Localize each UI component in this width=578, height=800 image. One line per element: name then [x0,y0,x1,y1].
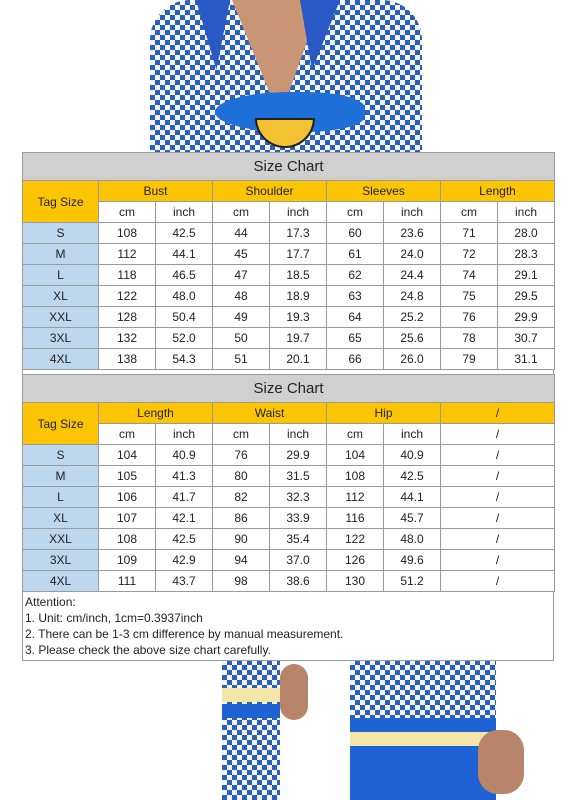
attention-line: 3. Please check the above size chart carefully. [25,643,271,657]
table-row [23,508,555,529]
tag-size-header: Tag Size [23,403,99,445]
measure-cell: 122 [99,286,156,307]
measure-cell: 35.4 [270,529,327,550]
measure-cell: 23.6 [384,223,441,244]
table-row [23,529,555,550]
hem-stripe [350,746,496,800]
measure-cell: 51 [213,349,270,370]
group-header-sleeves: Sleeves [327,181,441,202]
unit-header: / [441,424,555,445]
measure-cell: 25.6 [384,328,441,349]
measure-cell: 76 [213,445,270,466]
measure-cell: 29.5 [498,286,555,307]
group-header-length: Length [441,181,555,202]
group-header-shoulder: Shoulder [213,181,327,202]
table-row [23,445,555,466]
measure-cell: 63 [327,286,384,307]
measure-cell: 79 [441,349,498,370]
measure-cell: / [441,466,555,487]
measure-cell: / [441,445,555,466]
measure-cell: 138 [99,349,156,370]
size-label: XXL [23,529,99,550]
measure-cell: 75 [441,286,498,307]
size-label: L [23,265,99,286]
attention-heading: Attention: [25,595,76,609]
measure-cell: 65 [327,328,384,349]
measure-cell: 42.5 [156,529,213,550]
measure-cell: 71 [441,223,498,244]
measure-cell: 50.4 [156,307,213,328]
measure-cell: / [441,571,555,592]
measure-cell: 31.5 [270,466,327,487]
group-header-empty: / [441,403,555,424]
unit-header: inch [498,202,555,223]
unit-header: cm [327,424,384,445]
measure-cell: 24.0 [384,244,441,265]
measure-cell: 51.2 [384,571,441,592]
measure-cell: 50 [213,328,270,349]
table-row [23,487,555,508]
hem-stripe [222,688,280,702]
attention-notes [22,592,554,661]
measure-cell: 105 [99,466,156,487]
group-header-length: Length [99,403,213,424]
measure-cell: 62 [327,265,384,286]
size-label: 4XL [23,349,99,370]
unit-header: inch [384,424,441,445]
measure-cell: 46.5 [156,265,213,286]
measure-cell: 44 [213,223,270,244]
measure-cell: 42.1 [156,508,213,529]
size-chart-table-1 [22,152,555,370]
unit-header: inch [270,424,327,445]
group-header-bust: Bust [99,181,213,202]
measure-cell: 128 [99,307,156,328]
size-label: 3XL [23,550,99,571]
measure-cell: 64 [327,307,384,328]
size-label: S [23,223,99,244]
dress-hem-right [350,660,496,800]
measure-cell: 76 [441,307,498,328]
measure-cell: / [441,487,555,508]
measure-cell: 28.3 [498,244,555,265]
unit-header: inch [156,202,213,223]
unit-header: inch [156,424,213,445]
unit-header: cm [213,424,270,445]
table-row [23,571,555,592]
measure-cell: 94 [213,550,270,571]
unit-header: cm [99,424,156,445]
measure-cell: 18.5 [270,265,327,286]
measure-cell: 118 [99,265,156,286]
measure-cell: 108 [327,466,384,487]
measure-cell: 42.9 [156,550,213,571]
unit-header: cm [327,202,384,223]
measure-cell: 29.9 [270,445,327,466]
size-label: M [23,244,99,265]
measure-cell: 49 [213,307,270,328]
measure-cell: 86 [213,508,270,529]
group-header-hip: Hip [327,403,441,424]
hem-stripe [222,704,280,718]
measure-cell: 104 [327,445,384,466]
measure-cell: 48.0 [156,286,213,307]
measure-cell: 29.1 [498,265,555,286]
measure-cell: 112 [327,487,384,508]
unit-header: inch [384,202,441,223]
measure-cell: 28.0 [498,223,555,244]
measure-cell: 45.7 [384,508,441,529]
table-row [23,223,555,244]
measure-cell: 52.0 [156,328,213,349]
size-label: 4XL [23,571,99,592]
chart-title: Size Chart [23,153,555,181]
measure-cell: 80 [213,466,270,487]
unit-header: cm [441,202,498,223]
measure-cell: 24.8 [384,286,441,307]
measure-cell: 32.3 [270,487,327,508]
size-label: S [23,445,99,466]
measure-cell: / [441,529,555,550]
measure-cell: 122 [327,529,384,550]
size-label: XL [23,286,99,307]
measure-cell: 47 [213,265,270,286]
measure-cell: 26.0 [384,349,441,370]
size-label: XXL [23,307,99,328]
measure-cell: 44.1 [156,244,213,265]
foot [478,730,524,794]
measure-cell: 61 [327,244,384,265]
size-label: L [23,487,99,508]
measure-cell: 126 [327,550,384,571]
measure-cell: 19.3 [270,307,327,328]
hem-stripe [350,718,496,732]
table-row [23,244,555,265]
measure-cell: 78 [441,328,498,349]
chart-title: Size Chart [23,375,555,403]
measure-cell: 107 [99,508,156,529]
table-row [23,265,555,286]
size-label: M [23,466,99,487]
measure-cell: 82 [213,487,270,508]
measure-cell: 17.3 [270,223,327,244]
measure-cell: 108 [99,529,156,550]
measure-cell: 60 [327,223,384,244]
measure-cell: 54.3 [156,349,213,370]
table-row [23,286,555,307]
unit-header: cm [99,202,156,223]
measure-cell: 90 [213,529,270,550]
measure-cell: 116 [327,508,384,529]
measure-cell: 41.3 [156,466,213,487]
table-row [23,307,555,328]
size-label: 3XL [23,328,99,349]
measure-cell: 48 [213,286,270,307]
measure-cell: 44.1 [384,487,441,508]
measure-cell: / [441,508,555,529]
table-row [23,550,555,571]
measure-cell: 106 [99,487,156,508]
measure-cell: 18.9 [270,286,327,307]
measure-cell: 98 [213,571,270,592]
table-row [23,466,555,487]
measure-cell: 132 [99,328,156,349]
measure-cell: 48.0 [384,529,441,550]
measure-cell: 109 [99,550,156,571]
measure-cell: 72 [441,244,498,265]
size-chart [22,152,554,661]
measure-cell: 104 [99,445,156,466]
measure-cell: 24.4 [384,265,441,286]
dress-hem-left [222,660,280,800]
measure-cell: 49.6 [384,550,441,571]
measure-cell: 37.0 [270,550,327,571]
tag-size-header: Tag Size [23,181,99,223]
measure-cell: 29.9 [498,307,555,328]
measure-cell: 74 [441,265,498,286]
attention-line: 1. Unit: cm/inch, 1cm=0.3937inch [25,611,203,625]
size-label: XL [23,508,99,529]
measure-cell: 41.7 [156,487,213,508]
measure-cell: 43.7 [156,571,213,592]
measure-cell: 25.2 [384,307,441,328]
hem-stripe [350,732,496,746]
size-chart-table-2 [22,374,555,592]
measure-cell: / [441,550,555,571]
measure-cell: 33.9 [270,508,327,529]
measure-cell: 42.5 [384,466,441,487]
measure-cell: 20.1 [270,349,327,370]
unit-header: cm [213,202,270,223]
measure-cell: 19.7 [270,328,327,349]
attention-line: 2. There can be 1-3 cm difference by manual measurement. [25,627,344,641]
measure-cell: 17.7 [270,244,327,265]
table-row [23,349,555,370]
measure-cell: 66 [327,349,384,370]
measure-cell: 40.9 [384,445,441,466]
measure-cell: 40.9 [156,445,213,466]
measure-cell: 38.6 [270,571,327,592]
measure-cell: 130 [327,571,384,592]
measure-cell: 111 [99,571,156,592]
table-row [23,328,555,349]
unit-header: inch [270,202,327,223]
measure-cell: 42.5 [156,223,213,244]
measure-cell: 112 [99,244,156,265]
group-header-waist: Waist [213,403,327,424]
measure-cell: 45 [213,244,270,265]
measure-cell: 108 [99,223,156,244]
leg [280,664,308,720]
measure-cell: 31.1 [498,349,555,370]
measure-cell: 30.7 [498,328,555,349]
